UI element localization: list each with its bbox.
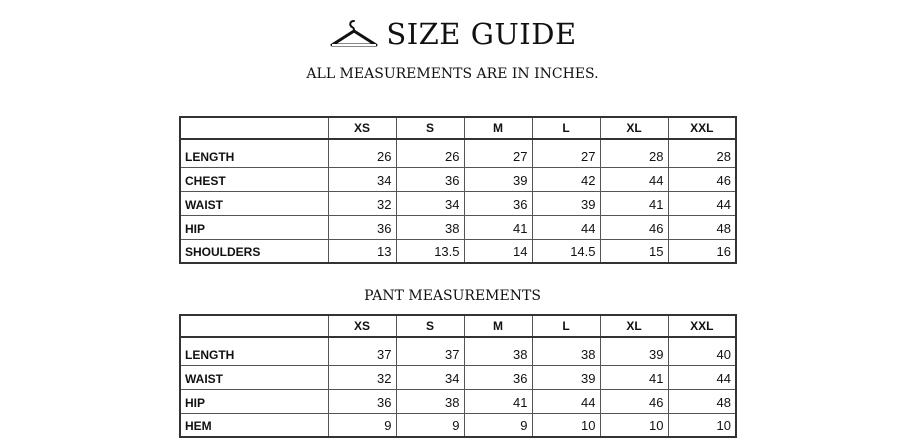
header-cell-size: M xyxy=(464,117,532,139)
measurement-cell: 28 xyxy=(668,139,736,167)
hanger-icon xyxy=(328,17,380,51)
measurement-cell: 46 xyxy=(668,167,736,191)
measurement-cell: 40 xyxy=(668,337,736,365)
page-header xyxy=(0,14,905,54)
table-row xyxy=(180,239,736,263)
measurement-cell: 44 xyxy=(668,365,736,389)
table-row xyxy=(180,139,736,167)
header-cell-size: L xyxy=(532,315,600,337)
table-row xyxy=(180,365,736,389)
measurement-cell: 44 xyxy=(532,389,600,413)
measurement-cell: 10 xyxy=(532,413,600,437)
measurement-cell: 32 xyxy=(328,191,396,215)
row-label: WAIST xyxy=(180,191,328,215)
measurement-cell: 13.5 xyxy=(396,239,464,263)
measurement-cell: 38 xyxy=(464,337,532,365)
pant-section-title: PANT MEASUREMENTS xyxy=(364,288,541,304)
header-cell-blank xyxy=(180,117,328,139)
page-title: SIZE GUIDE xyxy=(386,17,577,51)
table-row xyxy=(180,337,736,365)
measurement-cell: 9 xyxy=(464,413,532,437)
measurement-cell: 44 xyxy=(668,191,736,215)
measurement-cell: 14 xyxy=(464,239,532,263)
table-row xyxy=(180,167,736,191)
measurement-cell: 36 xyxy=(328,215,396,239)
measurement-cell: 38 xyxy=(396,215,464,239)
measurement-cell: 36 xyxy=(464,365,532,389)
measurement-cell: 38 xyxy=(532,337,600,365)
row-label: LENGTH xyxy=(180,337,328,365)
table-row xyxy=(180,389,736,413)
header-cell-size: S xyxy=(396,117,464,139)
measurement-cell: 44 xyxy=(532,215,600,239)
header-cell-size: M xyxy=(464,315,532,337)
measurement-cell: 36 xyxy=(464,191,532,215)
header-cell-size: XXL xyxy=(668,315,736,337)
measurement-cell: 42 xyxy=(532,167,600,191)
measurement-cell: 34 xyxy=(396,365,464,389)
measurement-cell: 39 xyxy=(600,337,668,365)
measurement-cell: 46 xyxy=(600,389,668,413)
measurement-cell: 41 xyxy=(464,389,532,413)
measurement-cell: 27 xyxy=(532,139,600,167)
row-label: CHEST xyxy=(180,167,328,191)
measurement-note: ALL MEASUREMENTS ARE IN INCHES. xyxy=(306,66,599,82)
header-cell-size: XL xyxy=(600,315,668,337)
row-label: LENGTH xyxy=(180,139,328,167)
measurement-cell: 38 xyxy=(396,389,464,413)
measurement-cell: 36 xyxy=(396,167,464,191)
row-label: HIP xyxy=(180,215,328,239)
measurement-cell: 10 xyxy=(668,413,736,437)
table-row xyxy=(180,413,736,437)
header-cell-blank xyxy=(180,315,328,337)
measurement-cell: 39 xyxy=(532,191,600,215)
measurement-cell: 39 xyxy=(464,167,532,191)
measurement-cell: 26 xyxy=(396,139,464,167)
measurement-cell: 34 xyxy=(396,191,464,215)
measurement-cell: 14.5 xyxy=(532,239,600,263)
measurement-cell: 37 xyxy=(328,337,396,365)
pant-size-table xyxy=(179,314,737,438)
header-cell-size: XXL xyxy=(668,117,736,139)
measurement-cell: 9 xyxy=(396,413,464,437)
size-table xyxy=(179,116,737,264)
measurement-cell: 37 xyxy=(396,337,464,365)
measurement-cell: 41 xyxy=(600,365,668,389)
measurement-cell: 48 xyxy=(668,389,736,413)
header-cell-size: XS xyxy=(328,315,396,337)
table-row xyxy=(180,191,736,215)
row-label: WAIST xyxy=(180,365,328,389)
measurement-cell: 10 xyxy=(600,413,668,437)
header-cell-size: L xyxy=(532,117,600,139)
measurement-cell: 32 xyxy=(328,365,396,389)
measurement-cell: 48 xyxy=(668,215,736,239)
measurement-cell: 41 xyxy=(464,215,532,239)
row-label: SHOULDERS xyxy=(180,239,328,263)
row-label: HEM xyxy=(180,413,328,437)
header-cell-size: S xyxy=(396,315,464,337)
measurement-cell: 16 xyxy=(668,239,736,263)
measurement-cell: 41 xyxy=(600,191,668,215)
table-header-row xyxy=(180,315,736,337)
measurement-cell: 36 xyxy=(328,389,396,413)
measurement-cell: 9 xyxy=(328,413,396,437)
header-cell-size: XS xyxy=(328,117,396,139)
measurement-cell: 27 xyxy=(464,139,532,167)
table-row xyxy=(180,215,736,239)
measurement-cell: 44 xyxy=(600,167,668,191)
measurement-cell: 13 xyxy=(328,239,396,263)
measurement-cell: 28 xyxy=(600,139,668,167)
table-header-row xyxy=(180,117,736,139)
measurement-cell: 39 xyxy=(532,365,600,389)
row-label: HIP xyxy=(180,389,328,413)
measurement-cell: 34 xyxy=(328,167,396,191)
measurement-cell: 26 xyxy=(328,139,396,167)
measurement-cell: 46 xyxy=(600,215,668,239)
header-cell-size: XL xyxy=(600,117,668,139)
measurement-cell: 15 xyxy=(600,239,668,263)
